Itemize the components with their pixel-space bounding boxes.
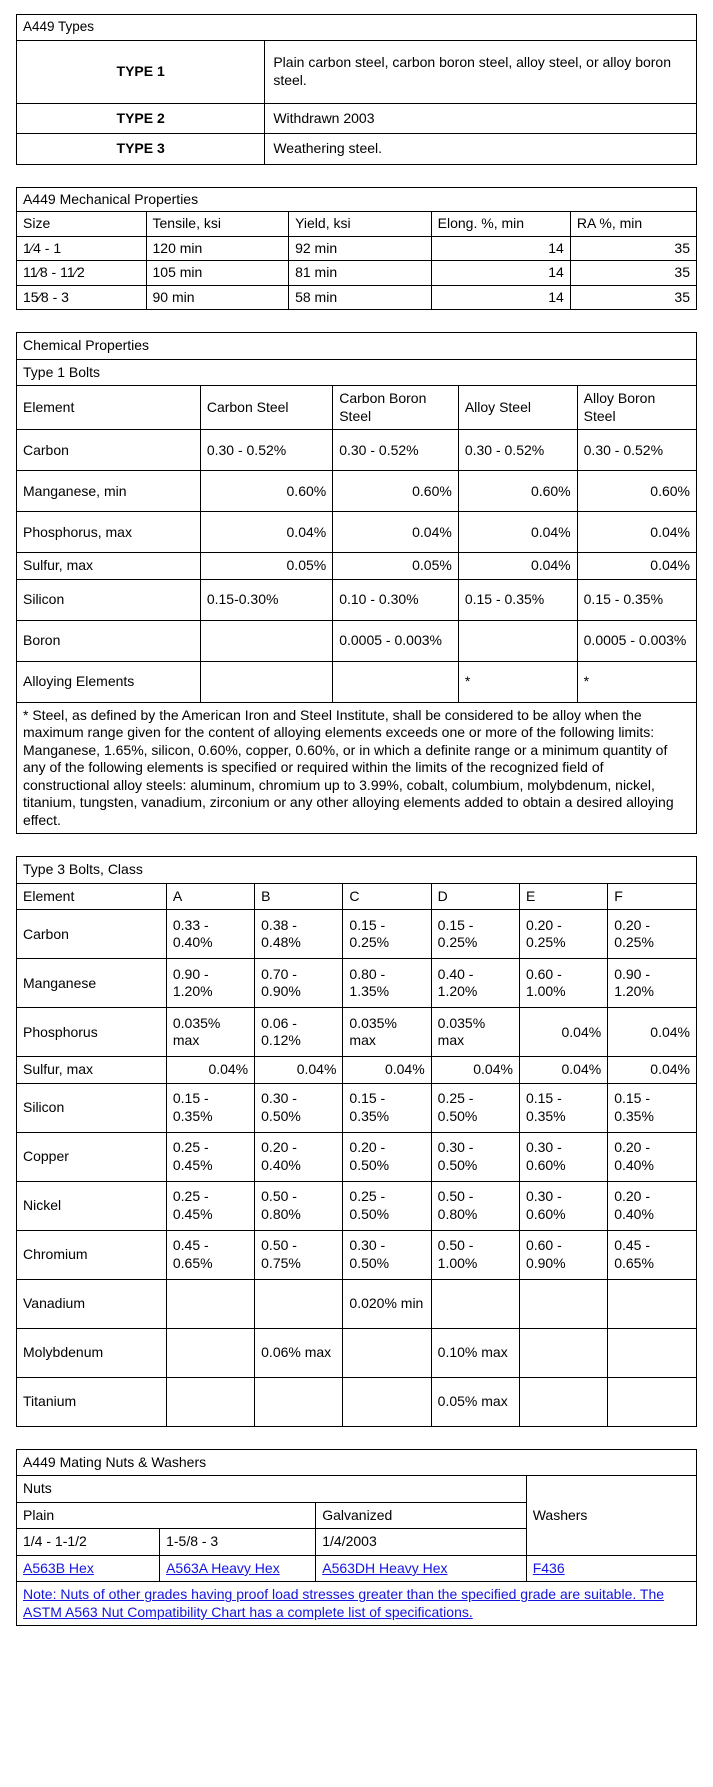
chem-value: [200, 661, 332, 702]
mech-tensile: 120 min: [146, 236, 289, 261]
chem-value: *: [458, 661, 577, 702]
t3-value: 0.40 - 1.20%: [431, 959, 519, 1008]
size-galvanized: 1/4/2003: [316, 1529, 526, 1556]
col-header-class-e: E: [519, 883, 607, 910]
chemical-properties-subtitle: Type 1 Bolts: [17, 359, 696, 386]
nuts-group-header: Nuts: [17, 1476, 526, 1503]
mech-ra: 35: [570, 261, 696, 286]
t3-value: 0.035% max: [343, 1008, 431, 1057]
chem-value: *: [577, 661, 696, 702]
col-header-class-a: A: [166, 883, 254, 910]
type-1-description: Plain carbon steel, carbon boron steel, alloy steel, or alloy boron steel.: [265, 40, 696, 103]
col-header-ra: RA %, min: [570, 212, 696, 237]
t3-value: 0.035% max: [431, 1008, 519, 1057]
a449-types-table-wrapper: [16, 14, 697, 165]
table-header-row: [17, 1476, 696, 1503]
chem-value: 0.04%: [200, 512, 332, 553]
t3-value: 0.30 - 0.50%: [255, 1083, 343, 1132]
t3-value: [166, 1328, 254, 1377]
table-title-row: [17, 857, 696, 883]
t3-value: 0.04%: [343, 1057, 431, 1084]
chem-element-name: Phosphorus, max: [17, 512, 200, 553]
t3-value: 0.33 - 0.40%: [166, 910, 254, 959]
chem-value: 0.10 - 0.30%: [333, 579, 459, 620]
t3-value: 0.50 - 0.80%: [431, 1181, 519, 1230]
chem-value: 0.05%: [333, 553, 459, 580]
t3-value: 0.04%: [166, 1057, 254, 1084]
t3-value: 0.04%: [431, 1057, 519, 1084]
col-header-alloy-boron-steel: Alloy Boron Steel: [577, 386, 696, 430]
mating-nuts-title: A449 Mating Nuts & Washers: [17, 1450, 696, 1476]
table-row: [17, 512, 696, 553]
table-note-row: [17, 1582, 696, 1626]
table-row: [17, 261, 696, 286]
chem-value: 0.04%: [458, 512, 577, 553]
t3-value: [255, 1377, 343, 1426]
chem-value: 0.04%: [577, 512, 696, 553]
t3-value: 0.20 - 0.40%: [608, 1132, 696, 1181]
chemical-properties-footnote: * Steel, as defined by the American Iron and Steel Institute, shall be considered to be alloy when the maximum range given for the content of alloying elements exceeds one or more of the following limits: Manganese, 1.65%, silicon, 0.60%, copper, 0.60%, or in which a definite range or a minimum quantity of any of the following elements is specified or required within the limits of the recognized field of constructional alloy steels: aluminum, chromium up to 3.99%, cobalt, columbium, molybdenum, nickel, titanium, tungsten, vanadium, zirconium or any other alloying elements added to obtain a desired alloying effect.: [17, 702, 696, 833]
col-header-carbon-boron-steel: Carbon Boron Steel: [333, 386, 459, 430]
table-row: [17, 1057, 696, 1084]
chem-value: [200, 620, 332, 661]
t3-value: 0.70 - 0.90%: [255, 959, 343, 1008]
table-title-row: [17, 15, 696, 40]
table-row: [17, 1377, 696, 1426]
table-row: [17, 430, 696, 471]
washers-group-header: Washers: [526, 1476, 696, 1556]
type-1-label: TYPE 1: [17, 40, 265, 103]
t3-value: 0.90 - 1.20%: [166, 959, 254, 1008]
t3-element-name: Chromium: [17, 1230, 166, 1279]
chem-value: 0.30 - 0.52%: [333, 430, 459, 471]
mech-yield: 92 min: [289, 236, 432, 261]
t3-element-name: Carbon: [17, 910, 166, 959]
mech-ra: 35: [570, 285, 696, 309]
t3-value: 0.50 - 0.80%: [255, 1181, 343, 1230]
mech-elongation: 14: [431, 285, 570, 309]
t3-element-name: Phosphorus: [17, 1008, 166, 1057]
type3-bolts-table-wrapper: [16, 856, 697, 1427]
t3-value: [519, 1328, 607, 1377]
t3-value: 0.15 - 0.25%: [343, 910, 431, 959]
t3-value: 0.04%: [255, 1057, 343, 1084]
t3-value: 0.04%: [519, 1008, 607, 1057]
t3-value: 0.90 - 1.20%: [608, 959, 696, 1008]
col-header-class-c: C: [343, 883, 431, 910]
mech-yield: 81 min: [289, 261, 432, 286]
t3-value: 0.45 - 0.65%: [608, 1230, 696, 1279]
col-header-elongation: Elong. %, min: [431, 212, 570, 237]
table-row: [17, 40, 696, 103]
mechanical-properties-table-wrapper: [16, 187, 697, 311]
mech-tensile: 105 min: [146, 261, 289, 286]
table-row: [17, 236, 696, 261]
t3-value: 0.04%: [608, 1008, 696, 1057]
mech-size: 11⁄8 - 11⁄2: [17, 261, 146, 286]
chem-element-name: Boron: [17, 620, 200, 661]
a449-types-table: [17, 15, 696, 164]
table-row: [17, 103, 696, 134]
type3-bolts-title: Type 3 Bolts, Class: [17, 857, 696, 883]
table-row: [17, 1555, 696, 1582]
t3-element-name: Sulfur, max: [17, 1057, 166, 1084]
t3-value: 0.15 - 0.35%: [166, 1083, 254, 1132]
table-row: [17, 285, 696, 309]
link-f436[interactable]: F436: [532, 1559, 565, 1576]
chem-value: 0.60%: [577, 471, 696, 512]
table-row: [17, 1328, 696, 1377]
size-plain-large: 1-5/8 - 3: [160, 1529, 316, 1556]
nut-link-plain-small-cell[interactable]: [17, 1555, 160, 1582]
chem-value: 0.04%: [458, 553, 577, 580]
chem-value: 0.30 - 0.52%: [200, 430, 332, 471]
type-2-description: Withdrawn 2003: [265, 103, 696, 134]
t3-value: [431, 1279, 519, 1328]
col-header-tensile: Tensile, ksi: [146, 212, 289, 237]
chemical-properties-table: [17, 333, 696, 833]
mech-size: 1⁄4 - 1: [17, 236, 146, 261]
table-row: [17, 1083, 696, 1132]
chem-value: 0.05%: [200, 553, 332, 580]
link-a563dh-heavy-hex[interactable]: A563DH Heavy Hex: [322, 1559, 448, 1576]
chemical-properties-table-wrapper: [16, 332, 697, 834]
t3-element-name: Titanium: [17, 1377, 166, 1426]
t3-element-name: Nickel: [17, 1181, 166, 1230]
t3-value: 0.25 - 0.45%: [166, 1181, 254, 1230]
chem-value: 0.30 - 0.52%: [458, 430, 577, 471]
t3-value: 0.80 - 1.35%: [343, 959, 431, 1008]
mech-size: 15⁄8 - 3: [17, 285, 146, 309]
table-row: [17, 910, 696, 959]
table-row: [17, 661, 696, 702]
mech-elongation: 14: [431, 261, 570, 286]
nut-link-galvanized-cell[interactable]: [316, 1555, 526, 1582]
table-title-row: [17, 188, 696, 212]
mechanical-properties-title: A449 Mechanical Properties: [17, 188, 696, 212]
t3-value: [255, 1279, 343, 1328]
t3-value: [608, 1328, 696, 1377]
chem-element-name: Carbon: [17, 430, 200, 471]
table-row: [17, 1230, 696, 1279]
chem-element-name: Silicon: [17, 579, 200, 620]
t3-element-name: Manganese: [17, 959, 166, 1008]
t3-value: [343, 1328, 431, 1377]
table-header-row: [17, 386, 696, 430]
chem-value: 0.15-0.30%: [200, 579, 332, 620]
t3-value: 0.25 - 0.45%: [166, 1132, 254, 1181]
t3-value: 0.15 - 0.35%: [519, 1083, 607, 1132]
t3-value: 0.45 - 0.65%: [166, 1230, 254, 1279]
mating-nuts-washers-table: [17, 1450, 696, 1626]
type-3-description: Weathering steel.: [265, 134, 696, 164]
chem-value: 0.60%: [458, 471, 577, 512]
chem-value: 0.0005 - 0.003%: [333, 620, 459, 661]
t3-value: 0.38 - 0.48%: [255, 910, 343, 959]
t3-value: 0.25 - 0.50%: [343, 1181, 431, 1230]
chem-value: 0.04%: [577, 553, 696, 580]
t3-value: 0.30 - 0.50%: [343, 1230, 431, 1279]
t3-value: [343, 1377, 431, 1426]
type3-bolts-table: [17, 857, 696, 1426]
table-row: [17, 134, 696, 164]
t3-value: [519, 1279, 607, 1328]
t3-value: [166, 1377, 254, 1426]
t3-value: [608, 1279, 696, 1328]
type-2-label: TYPE 2: [17, 103, 265, 134]
t3-value: 0.035% max: [166, 1008, 254, 1057]
washer-link-cell[interactable]: [526, 1555, 696, 1582]
galvanized-subheader: Galvanized: [316, 1502, 526, 1529]
t3-value: 0.50 - 1.00%: [431, 1230, 519, 1279]
t3-value: 0.04%: [519, 1057, 607, 1084]
t3-element-name: Molybdenum: [17, 1328, 166, 1377]
mech-elongation: 14: [431, 236, 570, 261]
mating-nuts-washers-table-wrapper: [16, 1449, 697, 1627]
col-header-class-f: F: [608, 883, 696, 910]
chem-element-name: Manganese, min: [17, 471, 200, 512]
table-footnote-row: [17, 702, 696, 833]
table-title-row: [17, 1450, 696, 1476]
link-a563b-hex[interactable]: A563B Hex: [23, 1559, 94, 1576]
table-row: [17, 959, 696, 1008]
table-row: [17, 1279, 696, 1328]
t3-value: 0.05% max: [431, 1377, 519, 1426]
table-header-row: [17, 883, 696, 910]
table-title-row: [17, 333, 696, 359]
chem-value: [333, 661, 459, 702]
chem-value: 0.15 - 0.35%: [577, 579, 696, 620]
mechanical-properties-table: [17, 188, 696, 310]
t3-value: [608, 1377, 696, 1426]
t3-element-name: Silicon: [17, 1083, 166, 1132]
col-header-class-d: D: [431, 883, 519, 910]
nuts-compatibility-note-link[interactable]: Note: Nuts of other grades having proof load stresses greater than the specified grade are suitable. The ASTM A563 Nut Compatibility Chart has a complete list of specifications.: [23, 1586, 665, 1620]
t3-value: 0.20 - 0.40%: [255, 1132, 343, 1181]
col-header-yield: Yield, ksi: [289, 212, 432, 237]
table-row: [17, 579, 696, 620]
t3-value: 0.15 - 0.25%: [431, 910, 519, 959]
chemical-properties-title: Chemical Properties: [17, 333, 696, 359]
col-header-size: Size: [17, 212, 146, 237]
col-header-class-b: B: [255, 883, 343, 910]
t3-value: 0.20 - 0.25%: [608, 910, 696, 959]
t3-value: 0.15 - 0.35%: [608, 1083, 696, 1132]
t3-value: 0.20 - 0.25%: [519, 910, 607, 959]
t3-value: 0.020% min: [343, 1279, 431, 1328]
t3-value: 0.10% max: [431, 1328, 519, 1377]
t3-value: 0.30 - 0.60%: [519, 1181, 607, 1230]
table-row: [17, 620, 696, 661]
t3-value: [166, 1279, 254, 1328]
t3-value: 0.25 - 0.50%: [431, 1083, 519, 1132]
t3-value: 0.30 - 0.50%: [431, 1132, 519, 1181]
chem-value: [458, 620, 577, 661]
col-header-element: Element: [17, 883, 166, 910]
t3-value: 0.60 - 1.00%: [519, 959, 607, 1008]
chem-value: 0.60%: [200, 471, 332, 512]
chem-value: 0.30 - 0.52%: [577, 430, 696, 471]
chem-value: 0.60%: [333, 471, 459, 512]
plain-subheader: Plain: [17, 1502, 316, 1529]
link-a563a-heavy-hex[interactable]: A563A Heavy Hex: [166, 1559, 280, 1576]
col-header-element: Element: [17, 386, 200, 430]
t3-value: 0.20 - 0.40%: [608, 1181, 696, 1230]
type-3-label: TYPE 3: [17, 134, 265, 164]
chem-value: 0.0005 - 0.003%: [577, 620, 696, 661]
t3-value: 0.06% max: [255, 1328, 343, 1377]
t3-value: 0.50 - 0.75%: [255, 1230, 343, 1279]
table-subtitle-row: [17, 359, 696, 386]
chem-value: 0.04%: [333, 512, 459, 553]
mech-yield: 58 min: [289, 285, 432, 309]
t3-value: 0.06 - 0.12%: [255, 1008, 343, 1057]
t3-value: 0.04%: [608, 1057, 696, 1084]
t3-value: 0.30 - 0.60%: [519, 1132, 607, 1181]
t3-element-name: Vanadium: [17, 1279, 166, 1328]
t3-value: 0.60 - 0.90%: [519, 1230, 607, 1279]
size-plain-small: 1/4 - 1-1/2: [17, 1529, 160, 1556]
t3-element-name: Copper: [17, 1132, 166, 1181]
t3-value: 0.15 - 0.35%: [343, 1083, 431, 1132]
table-row: [17, 1181, 696, 1230]
table-row: [17, 1008, 696, 1057]
table-row: [17, 471, 696, 512]
a449-types-title: A449 Types: [17, 15, 696, 40]
mech-tensile: 90 min: [146, 285, 289, 309]
nuts-note-cell[interactable]: [17, 1582, 696, 1626]
table-row: [17, 1132, 696, 1181]
col-header-carbon-steel: Carbon Steel: [200, 386, 332, 430]
chem-element-name: Alloying Elements: [17, 661, 200, 702]
t3-value: [519, 1377, 607, 1426]
chem-element-name: Sulfur, max: [17, 553, 200, 580]
table-row: [17, 553, 696, 580]
nut-link-plain-large-cell[interactable]: [160, 1555, 316, 1582]
table-header-row: [17, 212, 696, 237]
col-header-alloy-steel: Alloy Steel: [458, 386, 577, 430]
mech-ra: 35: [570, 236, 696, 261]
t3-value: 0.20 - 0.50%: [343, 1132, 431, 1181]
chem-value: 0.15 - 0.35%: [458, 579, 577, 620]
